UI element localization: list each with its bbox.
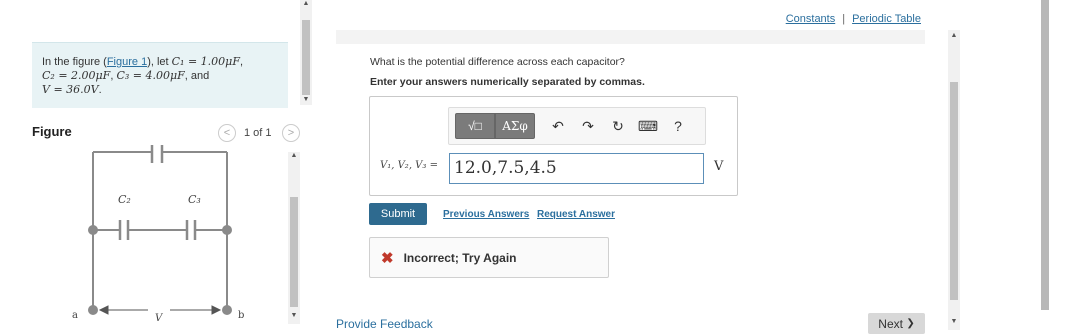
next-label: Next (878, 316, 903, 331)
scroll-thumb[interactable] (290, 197, 298, 307)
problem-text: , (239, 56, 244, 68)
c3-value: C₃ = 4.00μF (116, 69, 185, 82)
voltage-value: V = 36.0V (42, 83, 99, 96)
figure-heading: Figure (32, 124, 72, 139)
help-button[interactable] (663, 113, 693, 139)
scroll-down-arrow[interactable]: ▼ (950, 318, 958, 325)
figure-scrollbar[interactable] (288, 152, 300, 324)
answer-label: V₁, V₂, V₃ = (380, 160, 438, 171)
label-v: V (155, 313, 163, 324)
keyboard-button[interactable] (633, 113, 663, 139)
problem-text: , (110, 70, 117, 82)
answer-panel-scrollbar[interactable] (948, 30, 960, 330)
constants-link[interactable]: Constants (785, 13, 836, 25)
chevron-right-icon: ❯ (906, 318, 915, 329)
c1-value: C₁ = 1.00μF (171, 55, 240, 68)
junction-dot (88, 225, 98, 235)
feedback-box (369, 237, 609, 278)
feedback-message: Incorrect; Try Again (403, 250, 517, 265)
answer-input[interactable]: 12.0,7.5,4.5 (449, 153, 704, 184)
scroll-up-arrow[interactable]: ▲ (302, 0, 310, 7)
label-a: a (72, 310, 78, 321)
undo-icon: ↶ (552, 117, 564, 134)
math-toolbar (448, 107, 706, 145)
x-icon: ✖ (381, 249, 394, 267)
redo-button[interactable] (573, 113, 603, 139)
junction-dot (222, 225, 232, 235)
terminal-b-dot (222, 305, 232, 315)
scroll-thumb[interactable] (302, 20, 310, 95)
provide-feedback-link[interactable]: Provide Feedback (336, 317, 433, 331)
problem-text: , and (184, 70, 210, 82)
symbols-icon: AΣφ (502, 119, 528, 133)
keyboard-icon: ⌨ (637, 117, 659, 134)
periodic-table-link[interactable]: Periodic Table (852, 13, 921, 25)
label-c3: C₃ (188, 193, 201, 206)
problem-intro: In the figure ( (42, 56, 107, 68)
scroll-thumb[interactable] (950, 82, 958, 300)
question-text: What is the potential difference across each capacitor? (370, 56, 625, 68)
instruction-text: Enter your answers numerically separated by commas. (370, 76, 645, 88)
figure-next-button[interactable] (282, 124, 300, 142)
c2-value: C₂ = 2.00μF (42, 69, 111, 82)
scroll-down-arrow[interactable]: ▼ (290, 312, 298, 319)
chevron-right-icon: > (287, 127, 295, 139)
answer-unit: V (714, 159, 724, 174)
templates-icon: √□ (468, 119, 482, 133)
problem-text: ), let (147, 56, 172, 68)
redo-icon: ↷ (582, 117, 594, 134)
label-b: b (238, 310, 245, 321)
templates-button[interactable] (455, 113, 495, 139)
arrow-left-icon (100, 306, 108, 314)
reset-button[interactable] (603, 113, 633, 139)
figure-link[interactable]: Figure 1 (106, 56, 148, 68)
chevron-left-icon: < (223, 127, 231, 139)
undo-button[interactable] (543, 113, 573, 139)
submit-button[interactable]: Submit (369, 203, 427, 225)
window-scrollbar[interactable] (1041, 0, 1049, 310)
scroll-up-arrow[interactable]: ▲ (950, 32, 958, 39)
header-links (786, 13, 921, 25)
scroll-down-arrow[interactable]: ▼ (302, 96, 310, 103)
figure-prev-button[interactable] (218, 124, 236, 142)
arrow-right-icon (212, 306, 220, 314)
problem-text: . (98, 84, 102, 96)
label-c2: C₂ (118, 193, 131, 206)
help-icon: ? (674, 118, 682, 134)
next-button[interactable] (868, 313, 925, 334)
terminal-a-dot (88, 305, 98, 315)
figure-pager: 1 of 1 (244, 127, 272, 139)
scroll-up-arrow[interactable]: ▲ (290, 152, 298, 159)
circuit-diagram (60, 145, 280, 334)
header-separator: | (842, 13, 846, 25)
problem-statement (32, 42, 288, 108)
reset-icon: ↻ (612, 117, 624, 134)
request-answer-link[interactable]: Request Answer (537, 209, 615, 220)
problem-scrollbar[interactable] (300, 0, 312, 105)
symbols-button[interactable] (495, 113, 535, 139)
previous-answers-link[interactable]: Previous Answers (443, 209, 530, 220)
part-header-strip (336, 30, 925, 44)
